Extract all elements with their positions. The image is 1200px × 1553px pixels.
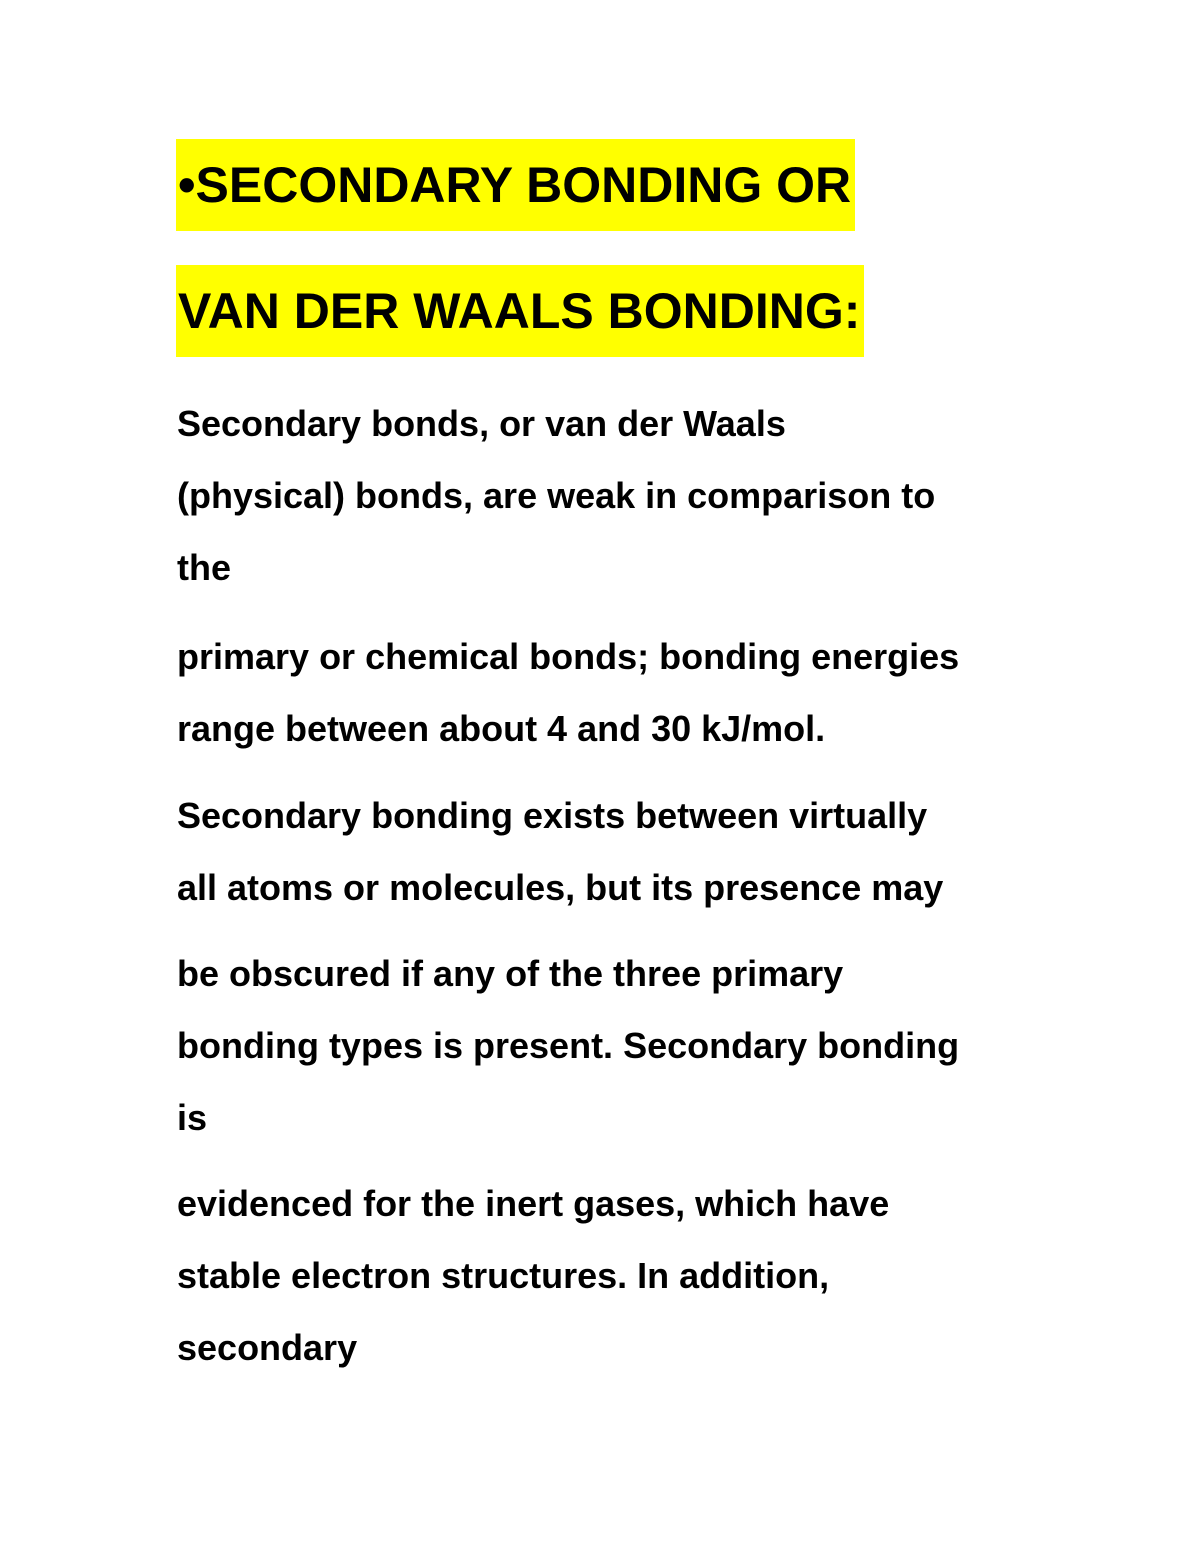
paragraph-line: (physical) bonds, are weak in comparison to [177,475,936,516]
heading-text-2: VAN DER WAALS BONDING: [178,283,861,339]
paragraph-line: Secondary bonds, or van der Waals [177,403,786,444]
heading-line-2 [176,265,864,357]
paragraph-line: stable electron structures. In addition, [177,1255,830,1296]
heading-text-1: SECONDARY BONDING OR [195,157,852,213]
paragraph-line: bonding types is present. Secondary bonding [177,1025,960,1066]
bullet-icon: • [178,157,196,213]
paragraph-line: the [177,547,231,588]
paragraph-4 [177,938,1077,1154]
paragraph-2 [177,621,1077,765]
heading-line-1 [176,139,855,231]
paragraph-1 [177,388,1077,604]
paragraph-line: Secondary bonding exists between virtually [177,795,928,836]
paragraph-line: be obscured if any of the three primary [177,953,844,994]
paragraph-line: all atoms or molecules, but its presence may [177,867,944,908]
paragraph-line: evidenced for the inert gases, which have [177,1183,890,1224]
paragraph-3 [177,780,1077,924]
paragraph-line: primary or chemical bonds; bonding energies [177,636,960,677]
paragraph-5 [177,1168,1077,1384]
paragraph-line: range between about 4 and 30 kJ/mol. [177,708,826,749]
paragraph-line: secondary [177,1327,358,1368]
paragraph-line: is [177,1097,208,1138]
